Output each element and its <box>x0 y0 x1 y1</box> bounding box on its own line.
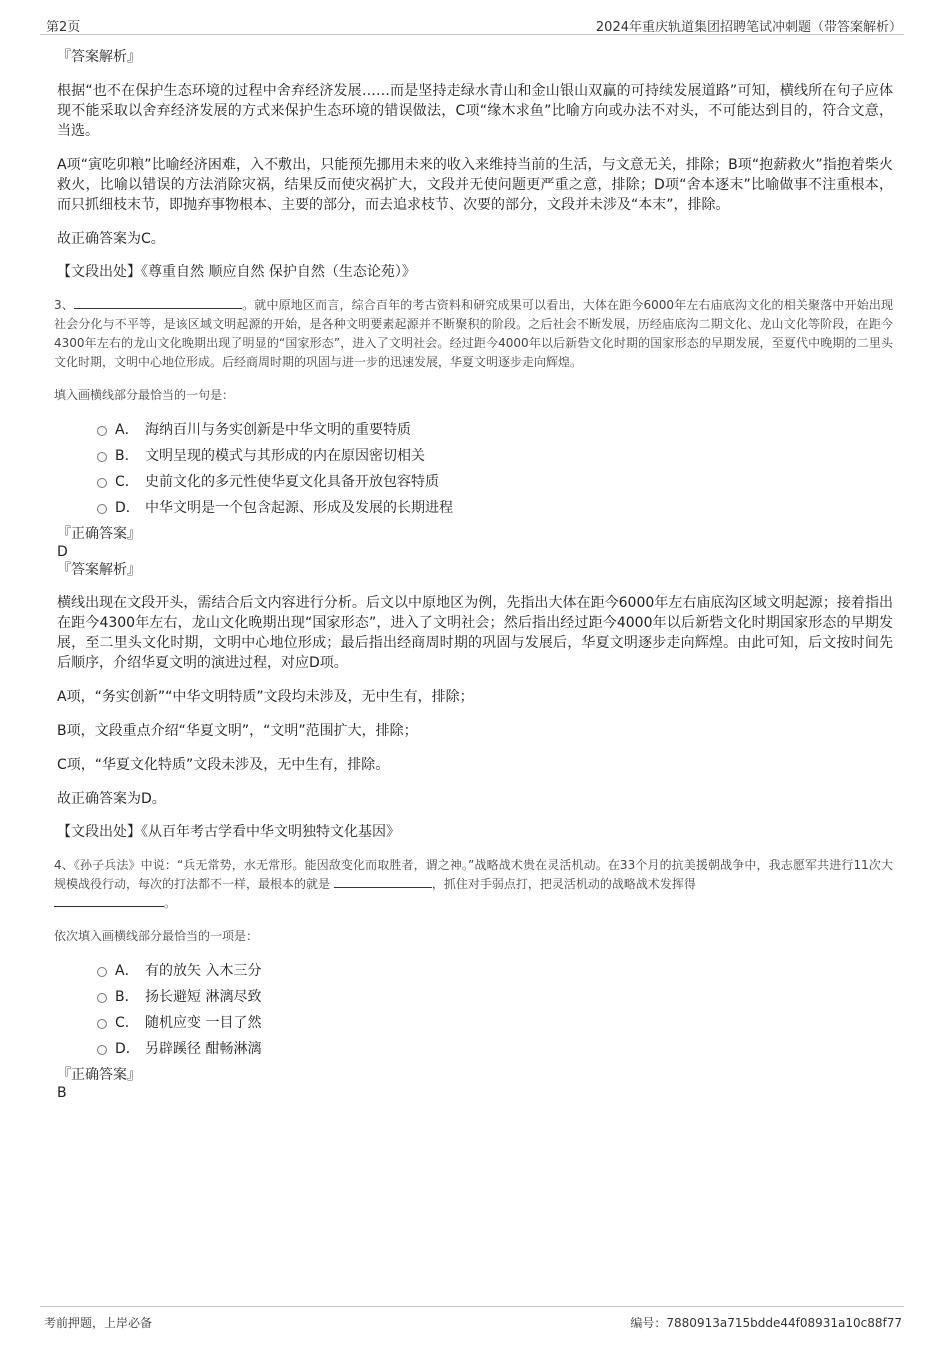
option-text: 中华文明是一个包含起源、形成及发展的长期进程 <box>145 500 453 516</box>
radio-icon[interactable] <box>97 504 107 514</box>
q3-number: 3、 <box>54 298 74 312</box>
radio-icon[interactable] <box>97 1045 107 1055</box>
footer-motto: 考前押题，上岸必备 <box>44 1316 153 1330</box>
option-letter: C． <box>115 1015 139 1031</box>
q2-analysis-paragraph-2: A项“寅吃卯粮”比喻经济困难，入不敷出，只能预先挪用未来的收入来维持当前的生活，与文意无关，排除；B项“抱薪救火”指抱着柴火救火，比喻以错误的方法消除灾祸，结果反而使灾祸扩大，文段并无使问题更严重之意，排除；D项“舍本逐末”比喻做事不注重根本，而只抓细枝末节，即抛弃事物根本、主要的部分，而去追求枝节、次要的部分，文段并未涉及“本末”，排除。 <box>57 157 893 213</box>
radio-icon[interactable] <box>97 967 107 977</box>
q4-prompt: 依次填入画横线部分最恰当的一项是： <box>54 929 259 943</box>
q4-option-a[interactable] <box>57 958 893 984</box>
q3-options <box>57 417 893 521</box>
option-letter: A． <box>115 422 139 438</box>
q4-blank-1 <box>334 875 432 888</box>
q2-analysis-heading: 『答案解析』 <box>57 49 141 65</box>
option-text: 史前文化的多元性使华夏文化具备开放包容特质 <box>145 474 439 490</box>
page-header <box>40 14 904 35</box>
q2-source: 【文段出处】《尊重自然 顺应自然 保护自然（生态论苑）》 <box>57 264 416 280</box>
q3-analysis-paragraph-2: A项，“务实创新”“中华文明特质”文段均未涉及，无中生有，排除； <box>57 689 474 705</box>
footer-serial: 编号：7880913a715bdde44f08931a10c88f77 <box>630 1316 902 1330</box>
radio-icon[interactable] <box>97 426 107 436</box>
q3-prompt: 填入画横线部分最恰当的一句是： <box>54 388 235 402</box>
q3-conclusion: 故正确答案为D。 <box>57 791 166 807</box>
q3-analysis-paragraph-4: C项，“华夏文化特质”文段未涉及，无中生有，排除。 <box>57 757 390 773</box>
option-text: 有的放矢 入木三分 <box>145 963 262 979</box>
option-letter: D． <box>115 1041 140 1057</box>
q4-option-b[interactable] <box>57 984 893 1010</box>
q4-stem-part-2: ，抓住对手弱点打，把灵活机动的战略战术发挥得 <box>431 877 696 891</box>
option-letter: A． <box>115 963 139 979</box>
q3-correct-answer: D <box>57 544 68 560</box>
option-text: 海纳百川与务实创新是中华文明的重要特质 <box>145 422 411 438</box>
radio-icon[interactable] <box>97 452 107 462</box>
q2-conclusion: 故正确答案为C。 <box>57 231 165 247</box>
q4-blank-2 <box>54 894 164 907</box>
q3-option-c[interactable] <box>57 469 893 495</box>
q3-option-b[interactable] <box>57 443 893 469</box>
page-number: 第2页 <box>46 20 81 35</box>
q4-stem-part-1: 《孙子兵法》中说：“兵无常势，水无常形。能因敌变化而取胜者，谓之神。”战略战术贵在灵活机动。在33个月的抗美援朝战争中，我志愿军共进行11次大规模战役行动，每次的打法都不一样，最根本的就是 <box>54 858 893 891</box>
q4-correct-heading: 『正确答案』 <box>57 1067 141 1083</box>
q3-correct-heading: 『正确答案』 <box>57 526 141 542</box>
option-letter: D． <box>115 500 140 516</box>
q3-blank <box>74 296 242 309</box>
radio-icon[interactable] <box>97 1019 107 1029</box>
radio-icon[interactable] <box>97 478 107 488</box>
option-letter: B． <box>115 448 139 464</box>
option-letter: C． <box>115 474 139 490</box>
option-text: 文明呈现的模式与其形成的内在原因密切相关 <box>145 448 425 464</box>
q3-analysis-paragraph-1: 横线出现在文段开头，需结合后文内容进行分析。后文以中原地区为例，先指出大体在距今6000年左右庙底沟区域文明起源；接着指出在距今4300年左右，龙山文化晚期出现“国家形态”，进入了文明社会；然后指出经过距今4000年以后新砦文化时期国家形态的早期发展，至二里头文化时期，文明中心地位形成；最后指出经商周时期的巩固与发展后，华夏文明逐步走向辉煌。由此可知，后文按时间先后顺序，介绍华夏文明的演进过程，对应D项。 <box>57 595 893 671</box>
q4-option-d[interactable] <box>57 1036 893 1062</box>
option-text: 随机应变 一目了然 <box>145 1015 262 1031</box>
option-text: 另辟蹊径 酣畅淋漓 <box>145 1041 262 1057</box>
document-content <box>54 45 893 1102</box>
page-footer <box>40 1306 904 1333</box>
option-text: 扬长避短 淋漓尽致 <box>145 989 262 1005</box>
q3-analysis-paragraph-3: B项，文段重点介绍“华夏文明”，“文明”范围扩大，排除； <box>57 723 418 739</box>
q3-stem <box>54 296 893 372</box>
document-title: 2024年重庆轨道集团招聘笔试冲刺题（带答案解析） <box>595 20 902 35</box>
option-letter: B． <box>115 989 139 1005</box>
q3-option-d[interactable] <box>57 495 893 521</box>
q3-source: 【文段出处】《从百年考古学看中华文明独特文化基因》 <box>57 824 400 840</box>
q3-analysis-heading: 『答案解析』 <box>57 562 141 578</box>
q3-option-a[interactable] <box>57 417 893 443</box>
q4-options <box>57 958 893 1062</box>
q3-stem-text: 。就中原地区而言，综合百年的考古资料和研究成果可以看出，大体在距今6000年左右庙底沟文化的相关聚落中开始出现社会分化与不平等，是该区域文明起源的开始，是各种文明要素起源并不断聚积的阶段。之后社会不断发展，历经庙底沟二期文化、龙山文化等阶段，在距今4300年左右的龙山文化晚期出现了明显的“国家形态”，进入了文明社会。经过距今4000年以后新砦文化时期的国家形态的早期发展，至夏代中晚期的二里头文化时期，文明中心地位形成。后经商周时期的巩固与进一步的迅速发展，华夏文明逐步走向辉煌。 <box>54 298 893 369</box>
q4-option-c[interactable] <box>57 1010 893 1036</box>
q2-analysis-paragraph-1: 根据“也不在保护生态环境的过程中舍弃经济发展……而是坚持走绿水青山和金山银山双赢的可持续发展道路”可知，横线所在句子应体现不能采取以舍弃经济发展的方式来保护生态环境的错误做法，C项“缘木求鱼”比喻方向或办法不对头，不可能达到目的，符合文意，当选。 <box>57 83 893 139</box>
q4-stem-end: 。 <box>164 896 177 910</box>
q4-correct-answer: B <box>57 1085 67 1101</box>
radio-icon[interactable] <box>97 993 107 1003</box>
q4-number: 4、 <box>54 858 74 872</box>
q4-stem <box>54 856 893 913</box>
